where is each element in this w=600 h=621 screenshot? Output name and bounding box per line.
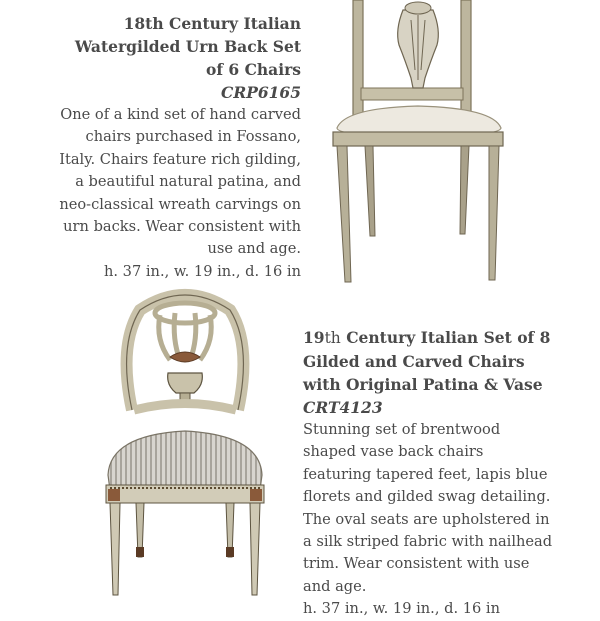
listing-1-dimensions: h. 37 in., w. 19 in., d. 16 in xyxy=(104,262,301,280)
listing-2-description: Stunning set of brentwood shaped vase back chairs featuring tapered feet, lapis blue florets and gilded swag detailing. The oval seats are upholstered in a silk striped fabric with nailhead trim. Wear consistent with use and age. xyxy=(303,421,553,595)
listing-1-title: 18th Century Italian Watergilded Urn Back Set of 6 Chairs xyxy=(74,14,301,79)
listing-2 xyxy=(303,326,553,621)
listing-2-dimensions: h. 37 in., w. 19 in., d. 16 in xyxy=(303,600,500,618)
listing-1-sku: CRP6165 xyxy=(220,83,301,102)
listing-2-title-suffix: th xyxy=(324,329,341,347)
listing-1-description: One of a kind set of hand carved chairs purchased in Fossano, Italy. Chairs feature rich gilding, a beautiful natural patina, and neo-classical wreath carvings on urn backs. Wear consistent with use and age. xyxy=(59,106,301,258)
listing-2-title xyxy=(303,326,553,396)
listing-2-sku: CRT4123 xyxy=(303,398,383,417)
chair-urn-back-image xyxy=(325,0,520,290)
listing-2-title-rest: Century Italian Set of 8 Gilded and Carved Chairs with Original Patina & Vase xyxy=(303,328,551,394)
chair-vase-back-image xyxy=(100,285,270,600)
listing-1 xyxy=(58,12,301,283)
listing-2-title-number: 19 xyxy=(303,328,325,347)
